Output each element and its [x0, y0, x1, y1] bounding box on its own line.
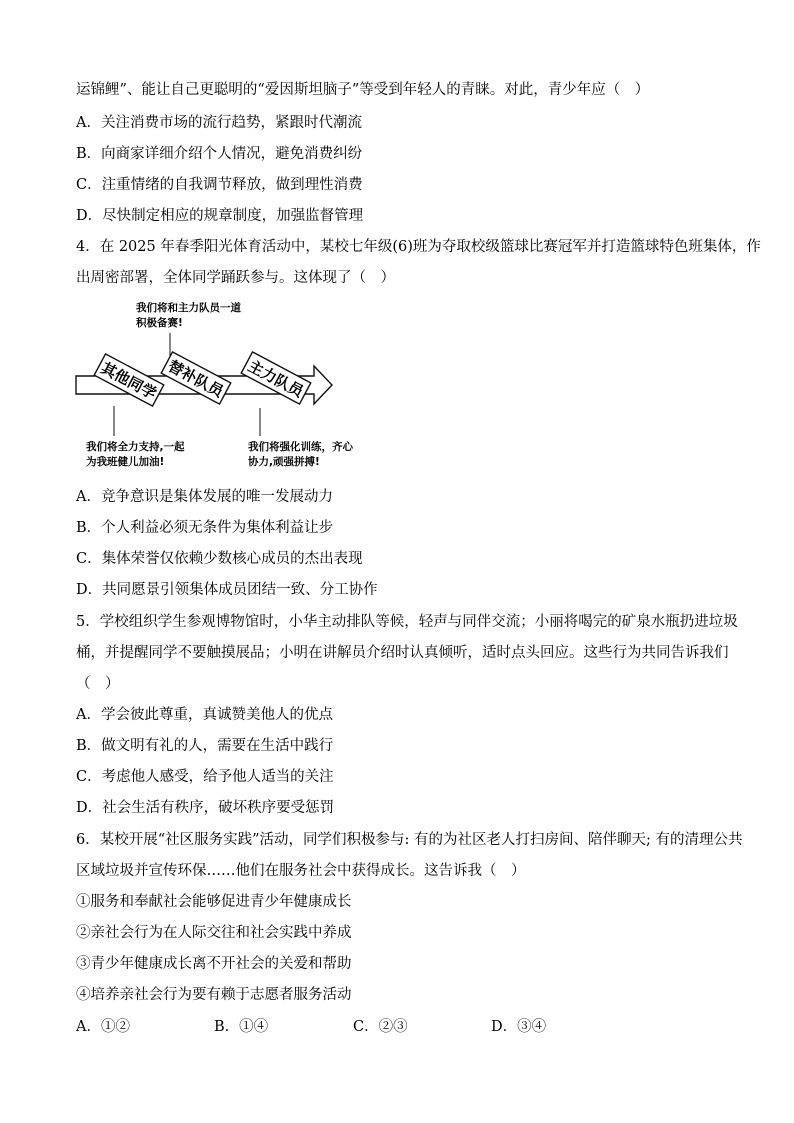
tag-subs: 替补队员 [165, 356, 227, 401]
q4-option-b: B．个人利益必须无条件为集体利益让步 [76, 520, 334, 536]
q4-option-c: C．集体荣誉仅依赖少数核心成员的杰出表现 [76, 551, 363, 567]
q5-option-b: B．做文明有礼的人，需要在生活中践行 [76, 738, 334, 754]
right-note-line2: 协力,顽强拼搏! [248, 456, 320, 468]
q3-stem-tail: 运锦鲤”、能让自己更聪明的“爱因斯坦脑子”等受到年轻人的青睐。对此，青少年应（ ） [76, 82, 650, 98]
q6-option-b: B．①④ [214, 1019, 269, 1035]
tag-main: 主力队员 [245, 356, 307, 401]
q6-statement-2: ②亲社会行为在人际交往和社会实践中养成 [76, 925, 352, 941]
q6-statement-1: ①服务和奉献社会能够促进青少年健康成长 [76, 894, 352, 910]
q6-stem-line1: 6．某校开展“社区服务实践”活动，同学们积极参与: 有的为社区老人打扫房间、陪伴聊天; 有的清理公共 [76, 832, 743, 848]
q3-option-d: D．尽快制定相应的规章制度，加强监督管理 [76, 208, 364, 224]
top-note-line2: 积极备赛! [136, 317, 183, 329]
q6-option-d: D．③④ [491, 1019, 547, 1035]
q5-option-d: D．社会生活有秩序，破坏秩序要受惩罚 [76, 800, 335, 816]
right-note-line1: 我们将强化训练，齐心 [248, 441, 353, 453]
q5-stem-line3: （ ） [76, 676, 120, 692]
q4-option-a: A．竞争意识是集体发展的唯一发展动力 [76, 489, 333, 505]
q4-option-d: D．共同愿景引领集体成员团结一致、分工协作 [76, 582, 378, 598]
q5-option-c: C．考虑他人感受，给予他人适当的关注 [76, 769, 334, 785]
top-note-line1: 我们将和主力队员一道 [136, 302, 241, 314]
q6-option-a: A．①② [76, 1019, 130, 1035]
q6-statement-3: ③青少年健康成长离不开社会的关爱和帮助 [76, 956, 352, 972]
q6-stem-line2: 区域垃圾并宣传环保……他们在服务社会中获得成长。这告诉我（ ） [76, 863, 526, 879]
q5-stem-line1: 5．学校组织学生参观博物馆时，小华主动排队等候，轻声与同伴交流；小丽将喝完的矿泉水瓶扔进垃圾 [76, 614, 738, 630]
q3-option-a: A．关注消费市场的流行趋势，紧跟时代潮流 [76, 115, 362, 131]
team-roles-diagram [74, 298, 374, 473]
tag-others: 其他同学 [98, 358, 160, 403]
q5-option-a: A．学会彼此尊重，真诚赞美他人的优点 [76, 707, 333, 723]
q6-statement-4: ④培养亲社会行为要有赖于志愿者服务活动 [76, 987, 352, 1003]
q6-options [76, 1017, 716, 1037]
left-note-line2: 为我班健儿加油! [86, 456, 165, 468]
q5-stem-line2: 桶，并提醒同学不要触摸展品；小明在讲解员介绍时认真倾听，适时点头回应。这些行为共同告诉我们 [76, 645, 729, 661]
q6-option-c: C．②③ [353, 1019, 408, 1035]
left-note-line1: 我们将全力支持,一起 [86, 441, 185, 453]
q4-stem-line2: 出周密部署，全体同学踊跃参与。这体现了（ ） [76, 270, 395, 286]
q3-option-b: B．向商家详细介绍个人情况，避免消费纠纷 [76, 146, 363, 162]
q4-stem-line1: 4．在 2025 年春季阳光体育活动中，某校七年级(6)班为夺取校级篮球比赛冠军并打造篮球特色班集体，作 [76, 239, 761, 255]
q3-option-c: C．注重情绪的自我调节释放，做到理性消费 [76, 177, 363, 193]
